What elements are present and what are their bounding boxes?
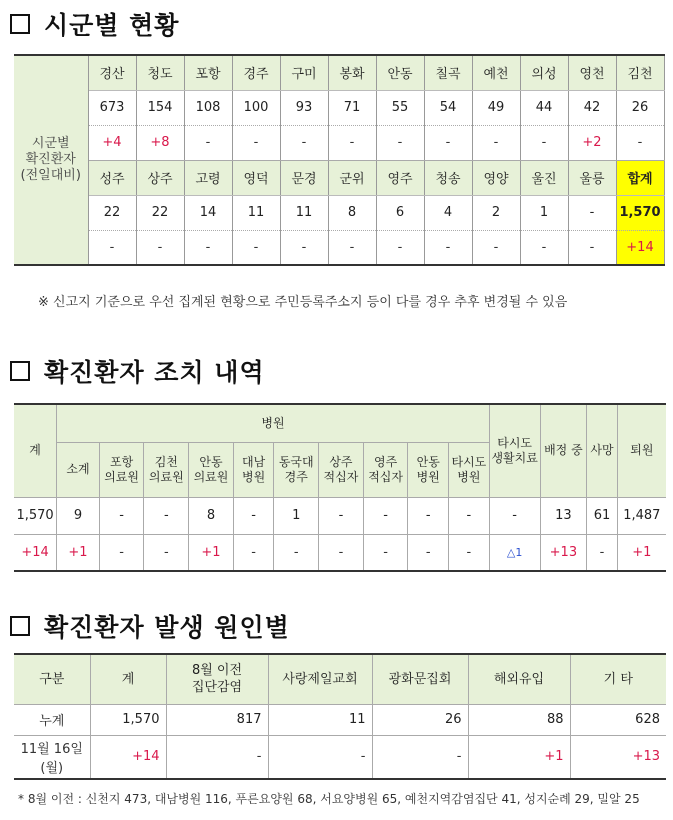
city-count-row <box>14 90 664 125</box>
city-count: 11 <box>280 195 328 230</box>
checkbox-square-icon <box>10 14 30 34</box>
total-count: 1,570 <box>616 195 664 230</box>
cause-value: 628 <box>570 704 666 735</box>
measure-value: 9 <box>57 497 100 534</box>
cause-value: 26 <box>372 704 468 735</box>
city-change: - <box>136 230 184 265</box>
cause-change: +13 <box>570 735 666 779</box>
city-status-table <box>14 54 665 266</box>
measure-change: - <box>319 534 364 571</box>
city-count: 154 <box>136 90 184 125</box>
row-label: 누계 <box>14 704 90 735</box>
city-change: - <box>472 230 520 265</box>
city-count: 11 <box>232 195 280 230</box>
city-change: - <box>184 230 232 265</box>
measure-change: - <box>363 534 408 571</box>
cumulative-row <box>14 704 666 735</box>
measure-change: - <box>99 534 144 571</box>
measure-value: - <box>489 497 540 534</box>
city-count: 108 <box>184 90 232 125</box>
city-name: 안동 <box>376 55 424 90</box>
measure-value: 13 <box>540 497 587 534</box>
measures-table <box>14 403 666 572</box>
city-name: 구미 <box>280 55 328 90</box>
hospital-name: 안동 의료원 <box>189 442 234 497</box>
city-count: 55 <box>376 90 424 125</box>
city-count: 6 <box>376 195 424 230</box>
measure-change: - <box>233 534 274 571</box>
city-name: 영덕 <box>232 160 280 195</box>
measure-change: - <box>587 534 617 571</box>
cause-value: 88 <box>468 704 570 735</box>
city-name: 문경 <box>280 160 328 195</box>
total-header: 합계 <box>616 160 664 195</box>
city-count: 44 <box>520 90 568 125</box>
cause-header: 광화문집회 <box>372 654 468 704</box>
measures-value-row <box>14 497 666 534</box>
city-count: 2 <box>472 195 520 230</box>
city-change: - <box>472 125 520 160</box>
city-change: - <box>232 125 280 160</box>
cause-header: 계 <box>90 654 166 704</box>
measure-change: - <box>449 534 490 571</box>
city-header-row <box>14 160 664 195</box>
measure-value: 1 <box>274 497 319 534</box>
measure-change: +1 <box>617 534 666 571</box>
measure-value: 1,487 <box>617 497 666 534</box>
header-discharge: 퇴원 <box>617 404 666 497</box>
city-count: - <box>568 195 616 230</box>
hospital-name: 타시도 병원 <box>449 442 490 497</box>
city-change-row <box>14 230 664 265</box>
city-change: - <box>280 125 328 160</box>
city-count: 93 <box>280 90 328 125</box>
measure-value: - <box>319 497 364 534</box>
city-name: 김천 <box>616 55 664 90</box>
city-change: - <box>520 230 568 265</box>
city-change: - <box>376 230 424 265</box>
causes-header-row <box>14 654 666 704</box>
section-title-causes <box>10 608 290 644</box>
section-title-city-status <box>10 6 179 42</box>
cause-change: - <box>166 735 268 779</box>
hospital-name: 소계 <box>57 442 100 497</box>
city-count: 100 <box>232 90 280 125</box>
city-change: - <box>424 125 472 160</box>
city-change: - <box>328 230 376 265</box>
hospital-name: 포항 의료원 <box>99 442 144 497</box>
checkbox-square-icon <box>10 361 30 381</box>
cause-value: 817 <box>166 704 268 735</box>
side-label: 시군별 확진환자 (전일대비) <box>14 55 88 265</box>
cause-header: 사랑제일교회 <box>268 654 372 704</box>
city-change: - <box>424 230 472 265</box>
measure-change: +1 <box>57 534 100 571</box>
measure-value: 8 <box>189 497 234 534</box>
total-change: +14 <box>616 230 664 265</box>
causes-table <box>14 653 666 780</box>
section-title-measures <box>10 353 265 389</box>
city-change: +4 <box>88 125 136 160</box>
measure-value: - <box>363 497 408 534</box>
city-count: 4 <box>424 195 472 230</box>
city-change: - <box>616 125 664 160</box>
city-count: 42 <box>568 90 616 125</box>
measure-value: 61 <box>587 497 617 534</box>
city-name: 상주 <box>136 160 184 195</box>
city-change: - <box>520 125 568 160</box>
city-change: - <box>280 230 328 265</box>
city-name: 경주 <box>232 55 280 90</box>
hospital-name: 대남 병원 <box>233 442 274 497</box>
city-change: - <box>232 230 280 265</box>
cause-header: 구분 <box>14 654 90 704</box>
measure-change: - <box>274 534 319 571</box>
section-title-text: 시군별 현황 <box>44 11 180 40</box>
hospital-name: 안동 병원 <box>408 442 449 497</box>
checkbox-square-icon <box>10 616 30 636</box>
city-count: 54 <box>424 90 472 125</box>
measures-header-row <box>14 404 666 442</box>
header-other-region: 타시도 생활치료 <box>489 404 540 497</box>
cause-header: 기 타 <box>570 654 666 704</box>
city-name: 청송 <box>424 160 472 195</box>
city-change: - <box>568 230 616 265</box>
measure-change: +1 <box>189 534 234 571</box>
city-count: 71 <box>328 90 376 125</box>
header-hospital: 병원 <box>57 404 490 442</box>
measure-change: - <box>408 534 449 571</box>
city-name: 군위 <box>328 160 376 195</box>
city-change: - <box>376 125 424 160</box>
city-name: 포항 <box>184 55 232 90</box>
city-name: 경산 <box>88 55 136 90</box>
city-change: - <box>88 230 136 265</box>
measure-change: △1 <box>489 534 540 571</box>
cause-change: +14 <box>90 735 166 779</box>
city-count-row <box>14 195 664 230</box>
header-death: 사망 <box>587 404 617 497</box>
row-label: 11월 16일 (월) <box>14 735 90 779</box>
city-name: 칠곡 <box>424 55 472 90</box>
cause-header: 해외유입 <box>468 654 570 704</box>
city-count: 1 <box>520 195 568 230</box>
section-title-text: 확진환자 조치 내역 <box>44 358 265 387</box>
measures-change-row <box>14 534 666 571</box>
hospital-name: 상주 적십자 <box>319 442 364 497</box>
measure-value: - <box>408 497 449 534</box>
city-name: 성주 <box>88 160 136 195</box>
city-name: 고령 <box>184 160 232 195</box>
city-count: 673 <box>88 90 136 125</box>
city-change: +8 <box>136 125 184 160</box>
city-name: 봉화 <box>328 55 376 90</box>
measure-change: +13 <box>540 534 587 571</box>
measure-change: +14 <box>14 534 57 571</box>
city-name: 의성 <box>520 55 568 90</box>
city-name: 예천 <box>472 55 520 90</box>
measure-change: - <box>144 534 189 571</box>
city-name: 영천 <box>568 55 616 90</box>
city-count: 49 <box>472 90 520 125</box>
hospital-name: 김천 의료원 <box>144 442 189 497</box>
measure-value: - <box>144 497 189 534</box>
city-status-note: ※ 신고지 기준으로 우선 집계된 현황으로 주민등록주소지 등이 다를 경우 추후 변경될 수 있음 <box>38 295 568 310</box>
measure-value: - <box>99 497 144 534</box>
hospital-name: 영주 적십자 <box>363 442 408 497</box>
city-count: 26 <box>616 90 664 125</box>
city-count: 22 <box>88 195 136 230</box>
cause-value: 1,570 <box>90 704 166 735</box>
city-count: 8 <box>328 195 376 230</box>
measure-value: 1,570 <box>14 497 57 534</box>
city-name: 울릉 <box>568 160 616 195</box>
header-assigning: 배정 중 <box>540 404 587 497</box>
city-name: 청도 <box>136 55 184 90</box>
city-name: 울진 <box>520 160 568 195</box>
city-name: 영주 <box>376 160 424 195</box>
cause-change: - <box>372 735 468 779</box>
city-header-row <box>14 55 664 90</box>
cause-change: +1 <box>468 735 570 779</box>
daily-row <box>14 735 666 779</box>
cause-change: - <box>268 735 372 779</box>
measure-value: - <box>233 497 274 534</box>
city-change: - <box>184 125 232 160</box>
section-title-text: 확진환자 발생 원인별 <box>44 613 290 642</box>
city-change: - <box>328 125 376 160</box>
hospital-name: 동국대 경주 <box>274 442 319 497</box>
measure-value: - <box>449 497 490 534</box>
city-name: 영양 <box>472 160 520 195</box>
city-count: 22 <box>136 195 184 230</box>
city-change-row <box>14 125 664 160</box>
causes-note: * 8월 이전 : 신천지 473, 대남병원 116, 푸른요양원 68, 서요양병원 65, 예천지역감염집단 41, 성지순례 29, 밀알 25 <box>18 792 640 806</box>
city-change: +2 <box>568 125 616 160</box>
city-count: 14 <box>184 195 232 230</box>
cause-header: 8월 이전 집단감염 <box>166 654 268 704</box>
header-total: 계 <box>14 404 57 497</box>
cause-value: 11 <box>268 704 372 735</box>
